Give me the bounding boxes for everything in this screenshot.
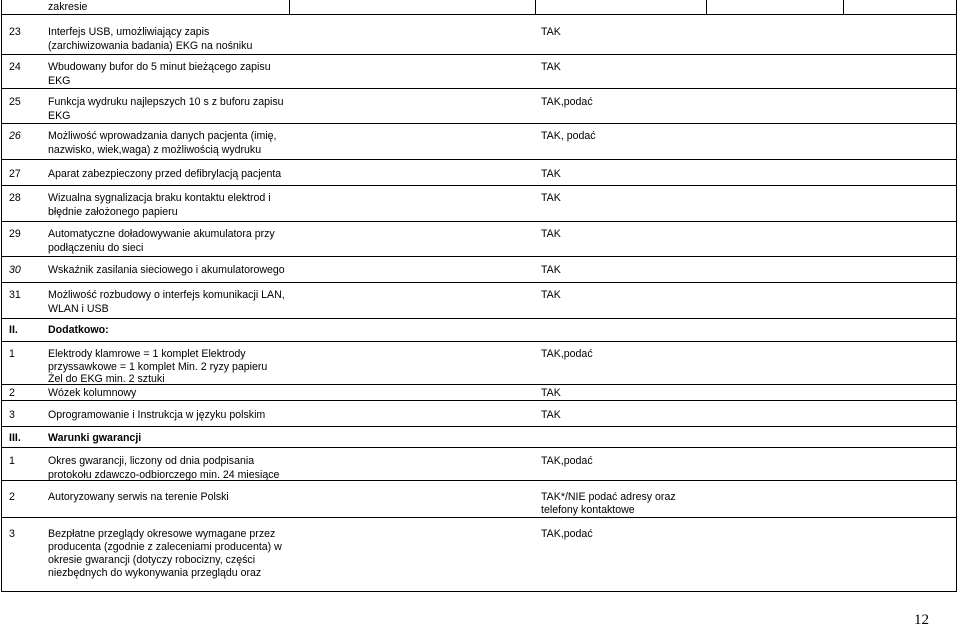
section-number: III. xyxy=(9,432,21,444)
row-number: 3 xyxy=(9,409,15,421)
row-description-line: Bezpłatne przeglądy okresowe wymagane przez xyxy=(48,528,276,540)
table-border-col-extra2 xyxy=(843,0,844,14)
row-description-line: Możliwość rozbudowy o interfejs komunikacji LAN, xyxy=(48,289,285,301)
continued-text-fragment: zakresie xyxy=(48,1,88,13)
row-description-line: Możliwość wprowadzania danych pacjenta (imię, xyxy=(48,130,277,142)
row-divider xyxy=(2,318,957,319)
row-description-line: Elektrody klamrowe = 1 komplet Elektrody xyxy=(48,348,246,360)
row-divider xyxy=(2,54,957,55)
row-description-line: Wskaźnik zasilania sieciowego i akumulatorowego xyxy=(48,264,285,276)
table-border-col-value xyxy=(535,0,536,14)
row-value: TAK, podać xyxy=(541,130,596,142)
row-value: TAK,podać xyxy=(541,528,593,540)
row-number: 27 xyxy=(9,168,21,180)
row-value: TAK xyxy=(541,387,561,399)
row-description-line: Aparat zabezpieczony przed defibrylacją pacjenta xyxy=(48,168,282,180)
row-description-line: Interfejs USB, umożliwiający zapis xyxy=(48,26,210,38)
row-description-line: WLAN i USB xyxy=(48,303,109,315)
row-description-line: niezbędnych do wykonywania przeglądu oraz xyxy=(48,567,262,579)
row-divider xyxy=(2,341,957,342)
row-divider xyxy=(2,185,957,186)
section-number: II. xyxy=(9,324,18,336)
row-description-line: EKG xyxy=(48,75,71,87)
row-number: 2 xyxy=(9,387,15,399)
row-number: 30 xyxy=(9,264,21,276)
row-description-line: Autoryzowany serwis na terenie Polski xyxy=(48,491,229,503)
table-border-col-desc xyxy=(289,0,290,14)
row-description-line: Funkcja wydruku najlepszych 10 s z buforu zapisu xyxy=(48,96,284,108)
row-divider xyxy=(2,88,957,89)
row-divider xyxy=(2,282,957,283)
row-description-line: Wizualna sygnalizacja braku kontaktu elektrod i xyxy=(48,192,271,204)
row-value: TAK,podać xyxy=(541,455,593,467)
row-description-line: Automatyczne doładowywanie akumulatora przy xyxy=(48,228,275,240)
row-value: TAK xyxy=(541,264,561,276)
row-divider xyxy=(2,256,957,257)
row-number: 29 xyxy=(9,228,21,240)
row-number: 3 xyxy=(9,528,15,540)
section-title: Dodatkowo: xyxy=(48,324,109,336)
row-value: TAK xyxy=(541,168,561,180)
row-description-line: producenta (zgodnie z zaleceniami producenta) w xyxy=(48,541,282,553)
row-value: TAK xyxy=(541,228,561,240)
row-description-line: Żel do EKG min. 2 sztuki xyxy=(48,373,165,385)
row-description-line: okresie gwarancji (dotyczy robocizny, części xyxy=(48,554,256,566)
row-value: TAK xyxy=(541,26,561,38)
row-divider xyxy=(2,123,957,124)
row-number: 1 xyxy=(9,348,15,360)
row-divider xyxy=(2,14,957,15)
table-border-bottom xyxy=(2,591,957,592)
row-description-line: Wbudowany bufor do 5 minut bieżącego zapisu xyxy=(48,61,271,73)
row-divider xyxy=(2,400,957,401)
row-number: 31 xyxy=(9,289,21,301)
section-title: Warunki gwarancji xyxy=(48,432,142,444)
row-divider xyxy=(2,517,957,518)
row-description-line: podłączeniu do sieci xyxy=(48,242,144,254)
row-number: 23 xyxy=(9,26,21,38)
row-divider xyxy=(2,426,957,427)
row-value: TAK xyxy=(541,289,561,301)
row-divider xyxy=(2,447,957,448)
row-divider xyxy=(2,159,957,160)
row-description-line: nazwisko, wiek,waga) z możliwością wydruku xyxy=(48,144,262,156)
row-description-line: protokołu zdawczo-odbiorczego min. 24 miesiące xyxy=(48,469,280,481)
row-description-line: (zarchiwizowania badania) EKG na nośniku xyxy=(48,40,253,52)
row-value: TAK xyxy=(541,61,561,73)
page-number: 12 xyxy=(914,612,929,628)
row-divider xyxy=(2,221,957,222)
table-border-col-extra1 xyxy=(706,0,707,14)
row-description-line: Wózek kolumnowy xyxy=(48,387,137,399)
row-value: TAK,podać xyxy=(541,96,593,108)
row-value: TAK,podać xyxy=(541,348,593,360)
row-description-line: przyssawkowe = 1 komplet Min. 2 ryzy papieru xyxy=(48,361,268,373)
row-value: TAK*/NIE podać adresy oraz xyxy=(541,491,676,503)
row-number: 28 xyxy=(9,192,21,204)
row-number: 2 xyxy=(9,491,15,503)
row-description-line: błędnie założonego papieru xyxy=(48,206,178,218)
row-value: TAK xyxy=(541,192,561,204)
row-number: 1 xyxy=(9,455,15,467)
row-value: telefony kontaktowe xyxy=(541,504,635,516)
row-value: TAK xyxy=(541,409,561,421)
row-number: 24 xyxy=(9,61,21,73)
row-description-line: Okres gwarancji, liczony od dnia podpisania xyxy=(48,455,255,467)
row-description-line: EKG xyxy=(48,110,71,122)
row-number: 26 xyxy=(9,130,21,142)
row-description-line: Oprogramowanie i Instrukcja w języku polskim xyxy=(48,409,266,421)
row-number: 25 xyxy=(9,96,21,108)
